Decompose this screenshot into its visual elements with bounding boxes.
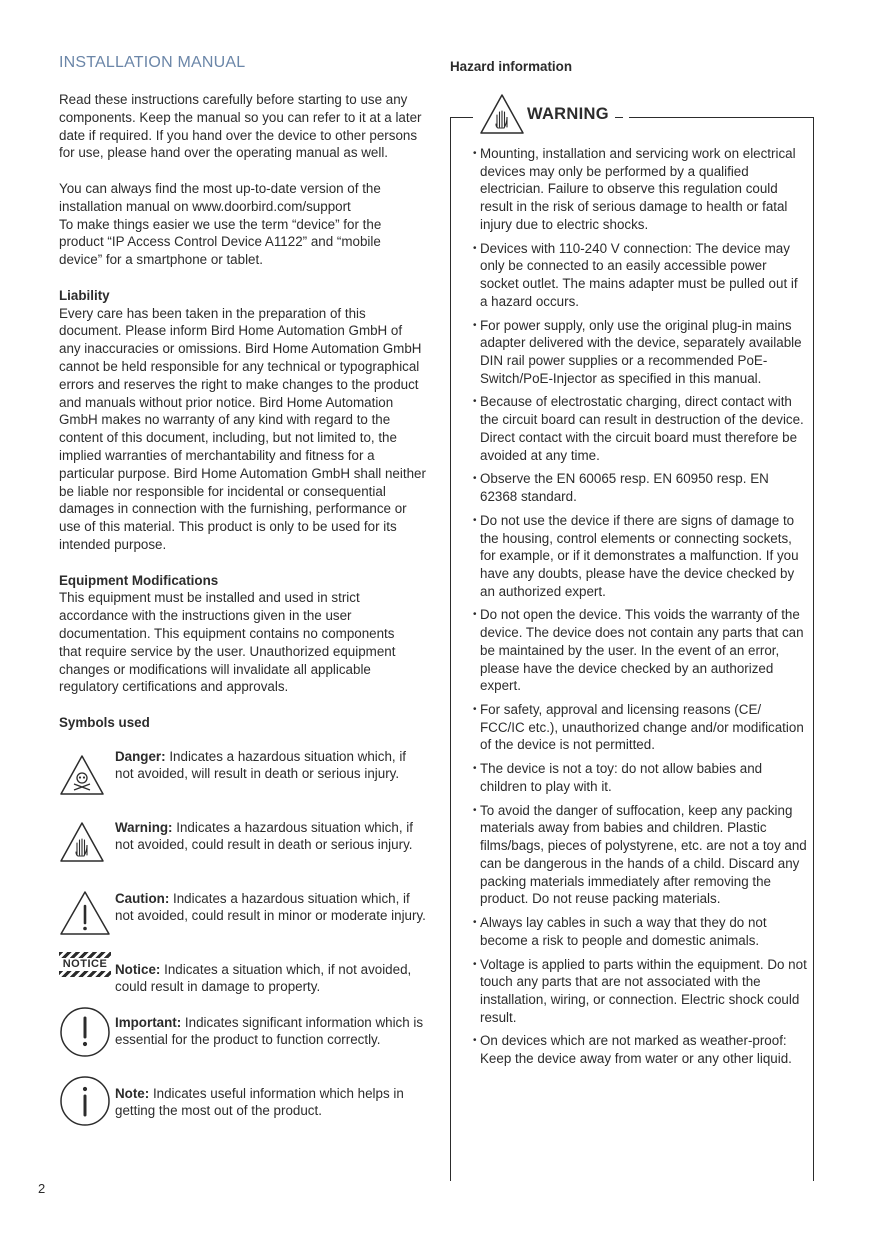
hazard-item: • Do not open the device. This voids the warranty of the device. The device does not contain any parts that can be maintained by the user. In the event of an error, please have the device checked by an authorized expert. — [473, 606, 807, 695]
important-exclamation-circle-icon — [59, 1006, 111, 1058]
hazard-item: • The device is not a toy: do not allow babies and children to play with it. — [473, 760, 807, 795]
hazard-item: • Because of electrostatic charging, direct contact with the circuit board can result in destruction of the device. Direct contact with the circuit board must therefore be avoided at any time. — [473, 393, 807, 464]
warning-term: Warning: Indicates a hazardous situation which, if not avoided, could result in death or serious injury. — [115, 819, 413, 853]
symbol-danger — [59, 748, 427, 819]
page-title: INSTALLATION MANUAL — [59, 54, 246, 71]
hazard-heading: Hazard information — [450, 59, 573, 74]
hazard-item: • Voltage is applied to parts within the equipment. Do not touch any parts that are not associated with the installation, wiring, or connection. Electric shock could result. — [473, 956, 807, 1027]
hazard-item: • On devices which are not marked as weather-proof: Keep the device away from water or any other liquid. — [473, 1032, 807, 1067]
page-number: 2 — [38, 1181, 46, 1196]
equipment-heading: Equipment Modifications — [59, 572, 219, 588]
intro-paragraph-3: To make things easier we use the term “device” for the product “IP Access Control Device A1122” and “mobile device” for a smartphone or tablet. — [59, 216, 382, 268]
hazard-item: • To avoid the danger of suffocation, keep any packing materials away from babies and children. Plastic films/bags, pieces of polystyrene, etc. are not a toy and can be dangerous in the hands of a child. Discard any packing materials immediately after removing the product. Do not reuse packing materials. — [473, 802, 807, 908]
note-term: Note: Indicates useful information which helps in getting the most out of the product. — [115, 1085, 404, 1119]
box-gap — [623, 115, 629, 119]
right-column — [450, 58, 820, 76]
liability-heading: Liability — [59, 287, 110, 303]
hazard-item: • Mounting, installation and servicing work on electrical devices may only be performed by a qualified electrician. Failure to observe this regulation could result in the risk of serious damage to health or fatal injury due to electric shocks. — [473, 145, 807, 234]
danger-term: Danger: Indicates a hazardous situation which, if not avoided, will result in death or serious injury. — [115, 748, 407, 782]
hazard-item: • Observe the EN 60065 resp. EN 60950 resp. EN 62368 standard. — [473, 470, 807, 505]
intro-paragraph-2: You can always find the most up-to-date version of the installation manual on www.doorbird.com/support — [59, 180, 381, 214]
warning-hand-icon — [59, 821, 105, 863]
symbol-note — [59, 1085, 427, 1129]
hazard-item: • For safety, approval and licensing reasons (CE/ FCC/IC etc.), unauthorized change and/or modification of the device is not permitted. — [473, 701, 807, 754]
notice-label: NOTICE — [62, 957, 108, 970]
symbol-caution — [59, 890, 427, 961]
left-column — [59, 54, 427, 1129]
liability-text: Every care has been taken in the preparation of this document. Please inform Bird Home Automation GmbH of any inaccuracies or omissions. Bird Home Automation GmbH cannot be held responsible for any technical or typographical errors and reserves the right to make changes to the product and manuals without prior notice. Bird Home Automation GmbH makes no warranty of any kind with regard to the content of this document, including, but not limited to, the implied warranties of merchantability and fitness for a particular purpose. Bird Home Automation GmbH shall neither be liable nor responsible for incidental or consequential damages in connection with the furnishing, performance or use of this material. This product is only to be used for its intended purpose. — [59, 305, 426, 552]
notice-term: Notice: Indicates a situation which, if not avoided, could result in damage to property. — [115, 961, 412, 995]
equipment-text: This equipment must be installed and used in strict accordance with the instructions given in the user documentation. This equipment contains no components that require service by the user. Unauthorized equipment changes or modifications will invalidate all applicable regulatory certifications and approvals. — [59, 590, 396, 695]
warning-word: WARNING — [527, 104, 609, 123]
symbol-notice — [59, 957, 427, 1014]
intro-paragraph-1: Read these instructions carefully before starting to use any components. Keep the manual so you can refer to it at a later date if required. If you hand over the device to other persons for use, please hand over the operating manual as well. — [59, 92, 422, 161]
caution-exclamation-icon — [59, 890, 111, 936]
danger-skull-icon — [59, 754, 105, 796]
important-term: Important: Indicates significant information which is essential for the product to function correctly. — [115, 1014, 424, 1048]
hazard-item: • Always lay cables in such a way that they do not become a risk to people and domestic animals. — [473, 914, 807, 949]
hazard-item: • Do not use the device if there are signs of damage to the housing, control elements or connecting sockets, for example, or if it demonstrates a malfunction. If you have any doubts, please have the device checked by an authorized expert. — [473, 512, 807, 601]
hazard-item: • For power supply, only use the original plug-in mains adapter delivered with the device, separately available DIN rail power supplies or a recommended PoE-Switch/PoE-Injector as specified in this manual. — [473, 317, 807, 388]
hazard-item: • Devices with 110-240 V connection: The device may only be connected to an easily accessible power socket outlet. The mains adapter must be pulled out if a hazard occurs. — [473, 240, 807, 311]
hazard-list — [473, 145, 807, 1074]
caution-term: Caution: Indicates a hazardous situation which, if not avoided, could result in minor or moderate injury. — [115, 890, 426, 924]
symbol-important — [59, 1014, 427, 1085]
notice-label-icon — [59, 952, 111, 977]
note-info-circle-icon — [59, 1075, 111, 1127]
symbols-heading: Symbols used — [59, 714, 150, 730]
warning-hand-icon — [479, 93, 525, 135]
warning-header — [473, 92, 615, 136]
symbol-warning — [59, 819, 427, 890]
